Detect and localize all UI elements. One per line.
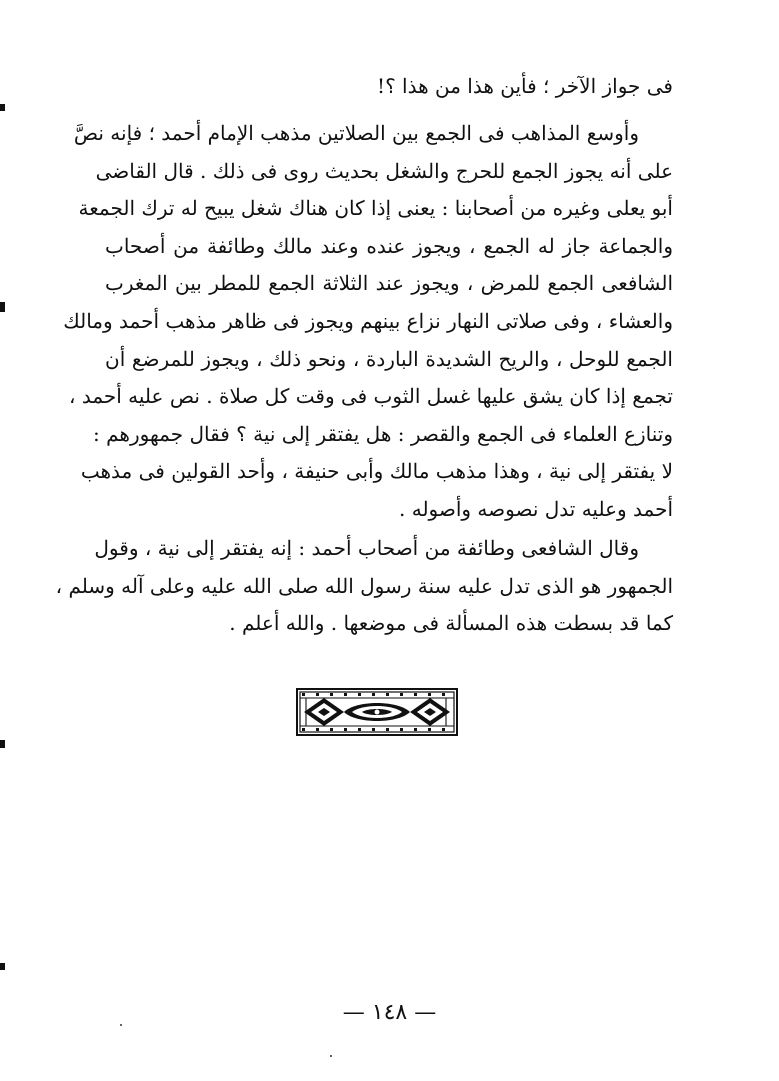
text-line: وقال الشافعى وطائفة من أصحاب أحمد : إنه يفتقر إلى نية ، وقول [94, 536, 639, 560]
scan-margin-mark [0, 740, 5, 748]
text-line: وتنازع العلماء فى الجمع والقصر : هل يفتقر إلى نية ؟ فقال جمهورهم : [93, 421, 673, 446]
text-line: لا يفتقر إلى نية ، وهذا مذهب مالك وأبى حنيفة ، وأحد القولين فى مذهب [80, 459, 673, 484]
text-line: أبو يعلى وغيره من أصحابنا : يعنى إذا كان هناك شغل يبيح له ترك الجمعة [78, 196, 673, 221]
scan-speck [330, 1055, 332, 1057]
scan-margin-mark [0, 302, 5, 312]
scan-margin-mark [0, 104, 5, 111]
text-line: الجمع للوحل ، والريح الشديدة الباردة ، ونحو ذلك ، ويجوز للمرضع أن [105, 346, 673, 371]
text-line: الجمهور هو الذى تدل عليه سنة رسول الله صلى الله عليه وعلى آله وسلم ، [55, 573, 673, 598]
text-line: أحمد وعليه تدل نصوصه وأصوله . [399, 496, 673, 521]
text-line: فى جواز الآخر ؛ فأين هذا من هذا ؟! [377, 74, 673, 98]
text-line: تجمع إذا كان يشق عليها غسل الثوب فى وقت كل صلاة . نص عليه أحمد ، [69, 384, 673, 409]
text-line: كما قد بسطت هذه المسألة فى موضعها . والله أعلم . [229, 611, 673, 636]
text-line: على أنه يجوز الجمع للحرج والشغل بحديث روى فى ذلك . قال القاضى [95, 158, 673, 183]
paragraph-top [105, 68, 673, 106]
page-number: — ١٤٨ — [342, 1000, 437, 1025]
paragraph-final [55, 530, 673, 643]
paragraph-main [63, 115, 673, 529]
text-line: وأوسع المذاهب فى الجمع بين الصلاتين مذهب الإمام أحمد ؛ فإنه نصَّ [73, 121, 639, 145]
text-line: والعشاء ، وفى صلاتى النهار نزاع بينهم ويجوز فى ظاهر مذهب أحمد ومالك [63, 308, 673, 333]
text-line: والجماعة جاز له الجمع ، ويجوز عنده وعند مالك وطائفة من أصحاب [105, 233, 673, 258]
text-line: الشافعى الجمع للمرض ، ويجوز عند الثلاثة الجمع للمطر بين المغرب [105, 271, 673, 296]
ornament-divider-icon [296, 688, 458, 736]
scan-margin-mark [0, 963, 5, 970]
